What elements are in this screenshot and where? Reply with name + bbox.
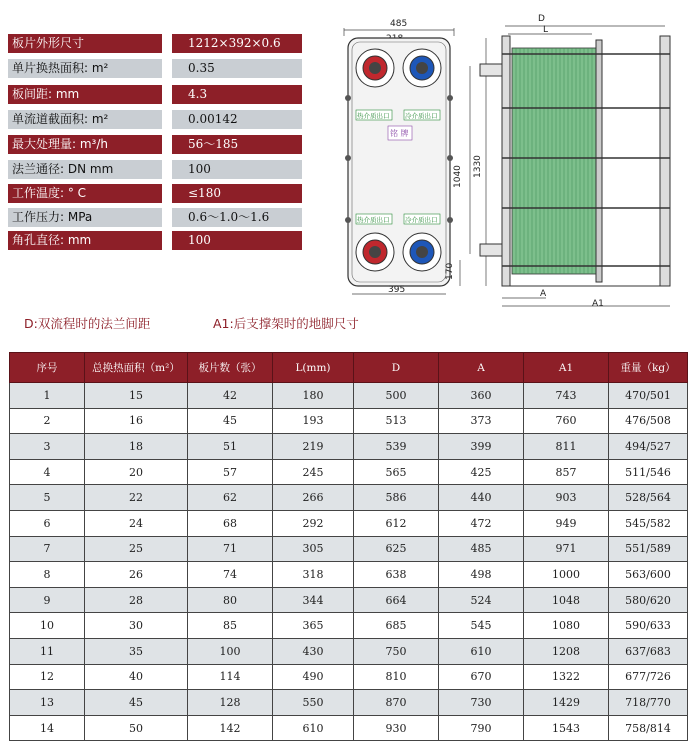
table-cell: 551/589: [609, 536, 688, 562]
table-cell: 68: [188, 510, 273, 536]
table-cell: 580/620: [609, 587, 688, 613]
nameplate-label: 铭 牌: [390, 129, 409, 138]
table-cell: 1208: [524, 638, 609, 664]
model-table: [9, 352, 688, 741]
table-cell: 612: [354, 510, 439, 536]
dim-A: A: [540, 289, 547, 299]
table-cell: 565: [354, 459, 439, 485]
table-cell: 1543: [524, 715, 609, 741]
table-cell: 664: [354, 587, 439, 613]
table-row: [10, 587, 688, 613]
table-row: [10, 434, 688, 460]
table-cell: 7: [10, 536, 85, 562]
table-cell: 430: [273, 638, 354, 664]
table-cell: 24: [85, 510, 188, 536]
table-cell: 810: [354, 664, 439, 690]
table-cell: 365: [273, 613, 354, 639]
spec-label: 最大处理量: m³/h: [8, 135, 162, 154]
table-cell: 730: [439, 690, 524, 716]
spec-row: [8, 34, 302, 53]
table-cell: 545: [439, 613, 524, 639]
note-d: D:双流程时的法兰间距: [24, 316, 151, 331]
table-cell: 12: [10, 664, 85, 690]
table-cell: 440: [439, 485, 524, 511]
table-cell: 513: [354, 408, 439, 434]
table-cell: 85: [188, 613, 273, 639]
spec-row: [8, 85, 302, 104]
table-cell: 677/726: [609, 664, 688, 690]
table-cell: 318: [273, 562, 354, 588]
table-cell: 180: [273, 383, 354, 409]
table-cell: 114: [188, 664, 273, 690]
table-cell: 563/600: [609, 562, 688, 588]
table-cell: 35: [85, 638, 188, 664]
table-cell: 494/527: [609, 434, 688, 460]
spec-value: 0.6～1.0～1.6: [172, 208, 302, 227]
table-cell: 470/501: [609, 383, 688, 409]
table-cell: 490: [273, 664, 354, 690]
table-cell: 472: [439, 510, 524, 536]
table-row: [10, 664, 688, 690]
table-row: [10, 562, 688, 588]
dim-170: 170: [445, 262, 455, 280]
table-cell: 718/770: [609, 690, 688, 716]
spec-label: 单流道截面积: m²: [8, 110, 162, 129]
table-cell: 4: [10, 459, 85, 485]
table-cell: 485: [439, 536, 524, 562]
table-cell: 539: [354, 434, 439, 460]
table-cell: 219: [273, 434, 354, 460]
table-cell: 74: [188, 562, 273, 588]
spec-value: 100: [172, 231, 302, 250]
plate-label: 热介质出口: [357, 112, 390, 120]
col-header: D: [354, 353, 439, 383]
spec-label: 角孔直径: mm: [8, 231, 162, 250]
table-cell: 870: [354, 690, 439, 716]
table-cell: 790: [439, 715, 524, 741]
spec-value: 56～185: [172, 135, 302, 154]
heat-exchanger-diagram: [330, 8, 695, 308]
table-cell: 20: [85, 459, 188, 485]
spec-value: 0.35: [172, 59, 302, 78]
table-cell: 743: [524, 383, 609, 409]
table-cell: 857: [524, 459, 609, 485]
table-cell: 50: [85, 715, 188, 741]
table-cell: 476/508: [609, 408, 688, 434]
table-cell: 399: [439, 434, 524, 460]
col-header: 总换热面积（m²）: [85, 353, 188, 383]
table-cell: 750: [354, 638, 439, 664]
col-header: L(mm): [273, 353, 354, 383]
table-cell: 245: [273, 459, 354, 485]
table-cell: 30: [85, 613, 188, 639]
table-cell: 16: [85, 408, 188, 434]
spec-row: [8, 231, 302, 250]
table-cell: 8: [10, 562, 85, 588]
table-row: [10, 638, 688, 664]
table-cell: 25: [85, 536, 188, 562]
table-cell: 80: [188, 587, 273, 613]
table-cell: 550: [273, 690, 354, 716]
table-row: [10, 690, 688, 716]
table-cell: 511/546: [609, 459, 688, 485]
table-cell: 760: [524, 408, 609, 434]
table-cell: 305: [273, 536, 354, 562]
spec-value: 100: [172, 160, 302, 179]
table-cell: 100: [188, 638, 273, 664]
table-cell: 15: [85, 383, 188, 409]
table-cell: 28: [85, 587, 188, 613]
table-cell: 685: [354, 613, 439, 639]
spec-value: 0.00142: [172, 110, 302, 129]
table-cell: 51: [188, 434, 273, 460]
table-cell: 903: [524, 485, 609, 511]
table-row: [10, 485, 688, 511]
col-header: 重量（kg）: [609, 353, 688, 383]
dim-A1: A1: [592, 299, 604, 308]
table-cell: 1080: [524, 613, 609, 639]
table-cell: 9: [10, 587, 85, 613]
table-cell: 930: [354, 715, 439, 741]
table-cell: 3: [10, 434, 85, 460]
table-cell: 1000: [524, 562, 609, 588]
spec-label: 板片外形尺寸: [8, 34, 162, 53]
table-cell: 45: [188, 408, 273, 434]
table-cell: 2: [10, 408, 85, 434]
note-a1: A1:后支撑架时的地脚尺寸: [213, 316, 359, 331]
table-cell: 45: [85, 690, 188, 716]
table-row: [10, 613, 688, 639]
table-cell: 292: [273, 510, 354, 536]
table-cell: 971: [524, 536, 609, 562]
dim-485: 485: [390, 19, 408, 29]
table-cell: 266: [273, 485, 354, 511]
table-row: [10, 510, 688, 536]
table-cell: 22: [85, 485, 188, 511]
table-cell: 5: [10, 485, 85, 511]
table-cell: 344: [273, 587, 354, 613]
table-cell: 360: [439, 383, 524, 409]
dim-L: L: [543, 25, 549, 35]
table-row: [10, 536, 688, 562]
table-cell: 498: [439, 562, 524, 588]
plate-label: 冷介质出口: [405, 216, 438, 224]
side-view: [480, 14, 670, 308]
dim-395: 395: [388, 285, 406, 295]
dim-1040: 1040: [453, 165, 463, 188]
spec-label: 法兰通径: DN mm: [8, 160, 162, 179]
table-row: [10, 459, 688, 485]
table-cell: 949: [524, 510, 609, 536]
table-cell: 62: [188, 485, 273, 511]
table-cell: 11: [10, 638, 85, 664]
table-cell: 1: [10, 383, 85, 409]
table-row: [10, 383, 688, 409]
table-cell: 610: [439, 638, 524, 664]
spec-row: [8, 160, 302, 179]
table-cell: 528/564: [609, 485, 688, 511]
table-cell: 545/582: [609, 510, 688, 536]
spec-row: [8, 110, 302, 129]
table-cell: 10: [10, 613, 85, 639]
table-cell: 1429: [524, 690, 609, 716]
table-cell: 500: [354, 383, 439, 409]
spec-row: [8, 208, 302, 227]
table-cell: 14: [10, 715, 85, 741]
spec-value: 4.3: [172, 85, 302, 104]
table-row: [10, 408, 688, 434]
table-cell: 6: [10, 510, 85, 536]
table-cell: 425: [439, 459, 524, 485]
spec-value: ≤180: [172, 184, 302, 203]
spec-row: [8, 135, 302, 154]
table-cell: 670: [439, 664, 524, 690]
table-cell: 71: [188, 536, 273, 562]
spec-label: 单片换热面积: m²: [8, 59, 162, 78]
table-cell: 26: [85, 562, 188, 588]
plate-label: 热介质出口: [357, 216, 390, 224]
spec-label: 工作温度: ° C: [8, 184, 162, 203]
table-cell: 193: [273, 408, 354, 434]
table-cell: 13: [10, 690, 85, 716]
spec-label: 工作压力: MPa: [8, 208, 162, 227]
table-cell: 758/814: [609, 715, 688, 741]
table-cell: 40: [85, 664, 188, 690]
table-cell: 638: [354, 562, 439, 588]
table-cell: 373: [439, 408, 524, 434]
dim-D: D: [538, 14, 545, 24]
spec-row: [8, 184, 302, 203]
table-cell: 625: [354, 536, 439, 562]
table-cell: 524: [439, 587, 524, 613]
table-cell: 637/683: [609, 638, 688, 664]
table-cell: 1048: [524, 587, 609, 613]
table-cell: 128: [188, 690, 273, 716]
table-cell: 18: [85, 434, 188, 460]
spec-row: [8, 59, 302, 78]
col-header: 板片数（张）: [188, 353, 273, 383]
col-header: 序号: [10, 353, 85, 383]
table-cell: 590/633: [609, 613, 688, 639]
dim-1330: 1330: [473, 155, 483, 178]
col-header: A: [439, 353, 524, 383]
plate-label: 冷介质出口: [405, 112, 438, 120]
front-view: [344, 19, 486, 295]
table-cell: 586: [354, 485, 439, 511]
table-header-row: [10, 353, 688, 383]
table-cell: 42: [188, 383, 273, 409]
col-header: A1: [524, 353, 609, 383]
spec-label: 板间距: mm: [8, 85, 162, 104]
table-cell: 811: [524, 434, 609, 460]
table-cell: 57: [188, 459, 273, 485]
table-cell: 1322: [524, 664, 609, 690]
table-cell: 142: [188, 715, 273, 741]
table-cell: 610: [273, 715, 354, 741]
spec-value: 1212×392×0.6: [172, 34, 302, 53]
table-row: [10, 715, 688, 741]
